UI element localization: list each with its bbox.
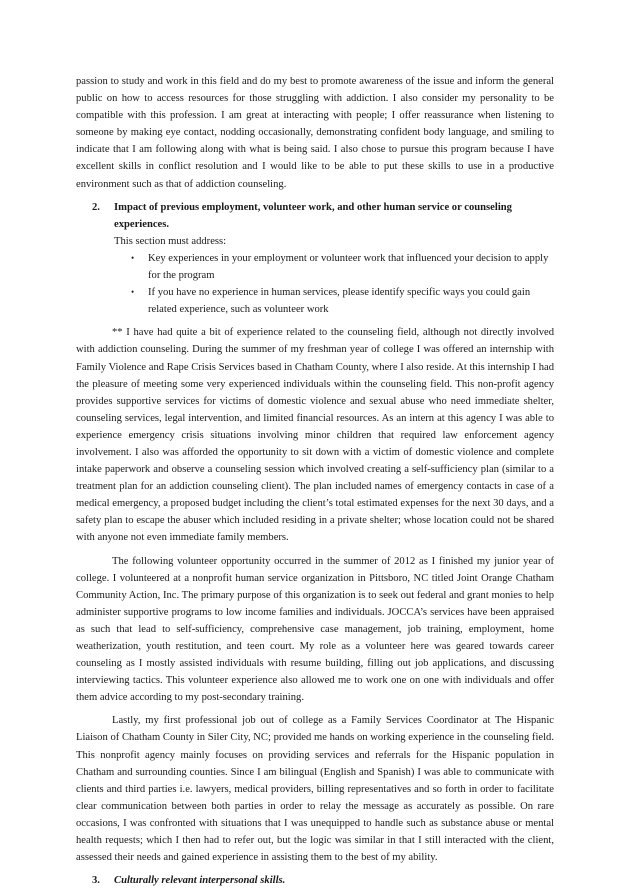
section-2-title: Impact of previous employment, volunteer work, and other human service or counseling experiences. — [114, 201, 512, 230]
body-paragraph-3: Lastly, my first professional job out of college as a Family Services Coordinator at The Hispanic Liaison of Chatham County in Siler City, NC; provided me hands on working experience in the counseling field. This nonprofit agency mainly focuses on providing services and referrals for the Hispanic population in Chatham and surrounding counties. Since I am bilingual (English and Spanish) I was able to communicate with clients and third parties i.e. lawyers, medical providers, billing representatives and so forth in order to facilitate clear communication between both parties in order to relay the message as accurately as possible. On rare occasions, I was confronted with situations that I was unequipped to handle such as substance abuse or mental health requests; which I then had to refer out, but the logic was similar in that I still interacted with the client, assessed their needs and gained experience in assisting them to the best of my ability. — [76, 715, 554, 864]
section-3-number: 3. — [92, 875, 100, 887]
section-2-heading — [76, 199, 554, 233]
body-paragraph-1: ** I have had quite a bit of experience related to the counseling field, although not directly involved with addiction counseling. During the summer of my freshman year of college I was offered an internship with Family Violence and Rape Crisis Services based in Chatham County, where I also reside. At this internship I had the pleasure of meeting some very experienced individuals within the counseling field. This non-profit agency provides supportive services for victims of domestic violence and sexual abuse who need immediate shelter, counseling services, legal intervention, and limited financial resources. As an intern at this agency I was able to experience emergency crisis situations involving minor children that required law enforcement agency involvement. I also was afforded the opportunity to sit down with a victim of domestic violence and complete intake paperwork and observe a counseling session which involved creating a self-sufficiency plan (similar to a treatment plan for an addiction counseling client). The plan included names of emergency contacts in case of a medical emergency, a proposed budget including the client’s total estimated expenses for the next 30 days, and a safety plan to escape the abuser which included residing in a private shelter; whose location could not be shared with anyone not even immediate family members. — [76, 327, 554, 544]
section-2-subtitle: This section must address: — [114, 235, 227, 247]
bullet-icon: • — [131, 252, 135, 263]
bullet-icon: • — [131, 287, 135, 298]
section-2 — [76, 199, 554, 319]
bullet-text: If you have no experience in human services, please identify specific ways you could gain related experience, such as volunteer work — [148, 287, 531, 316]
section-2-bullet-list — [76, 250, 554, 318]
section-3-heading — [76, 872, 554, 889]
intro-paragraph: passion to study and work in this field and do my best to promote awareness of the issue and inform the general public on how to access resources for those struggling with addiction. I also consider my personality to be compatible with this profession. I am great at interacting with people; I offer reassurance when listening to someone by making eye contact, nodding occasionally, demonstrating confident body language, and smiling to indicate that I am following along with what is being said. I also chose to pursue this program because I have excellent skills in conflict resolution and I would like to be able to put these skills to use in a productive environment such as that of addiction counseling. — [76, 76, 554, 190]
body-paragraph-2: The following volunteer opportunity occurred in the summer of 2012 as I finished my junior year of college. I volunteered at a nonprofit human service organization in Pittsboro, NC titled Joint Orange Chatham Community Action, Inc. The primary purpose of this organization is to seek out federal and grant monies to help administer supportive programs to low income families and individuals. JOCCA’s services have been appraised as such that lead to self-sufficiency, comprehensive case management, job training, employment, home weatherization, youth restitution, and teen court. My role as a volunteer here was geared towards career counseling as I mostly assisted individuals with resume building, filling out job applications, and discussing interviewing tactics. This volunteer experience also allowed me to work one on one with individuals and offer them advice according to my post-secondary training. — [76, 555, 554, 704]
list-item — [131, 250, 554, 284]
bullet-text: Key experiences in your employment or volunteer work that influenced your decision to apply for the program — [148, 252, 549, 282]
section-3-title: Culturally relevant interpersonal skills. — [114, 875, 286, 887]
list-item — [131, 284, 554, 318]
section-2-number: 2. — [92, 201, 100, 213]
